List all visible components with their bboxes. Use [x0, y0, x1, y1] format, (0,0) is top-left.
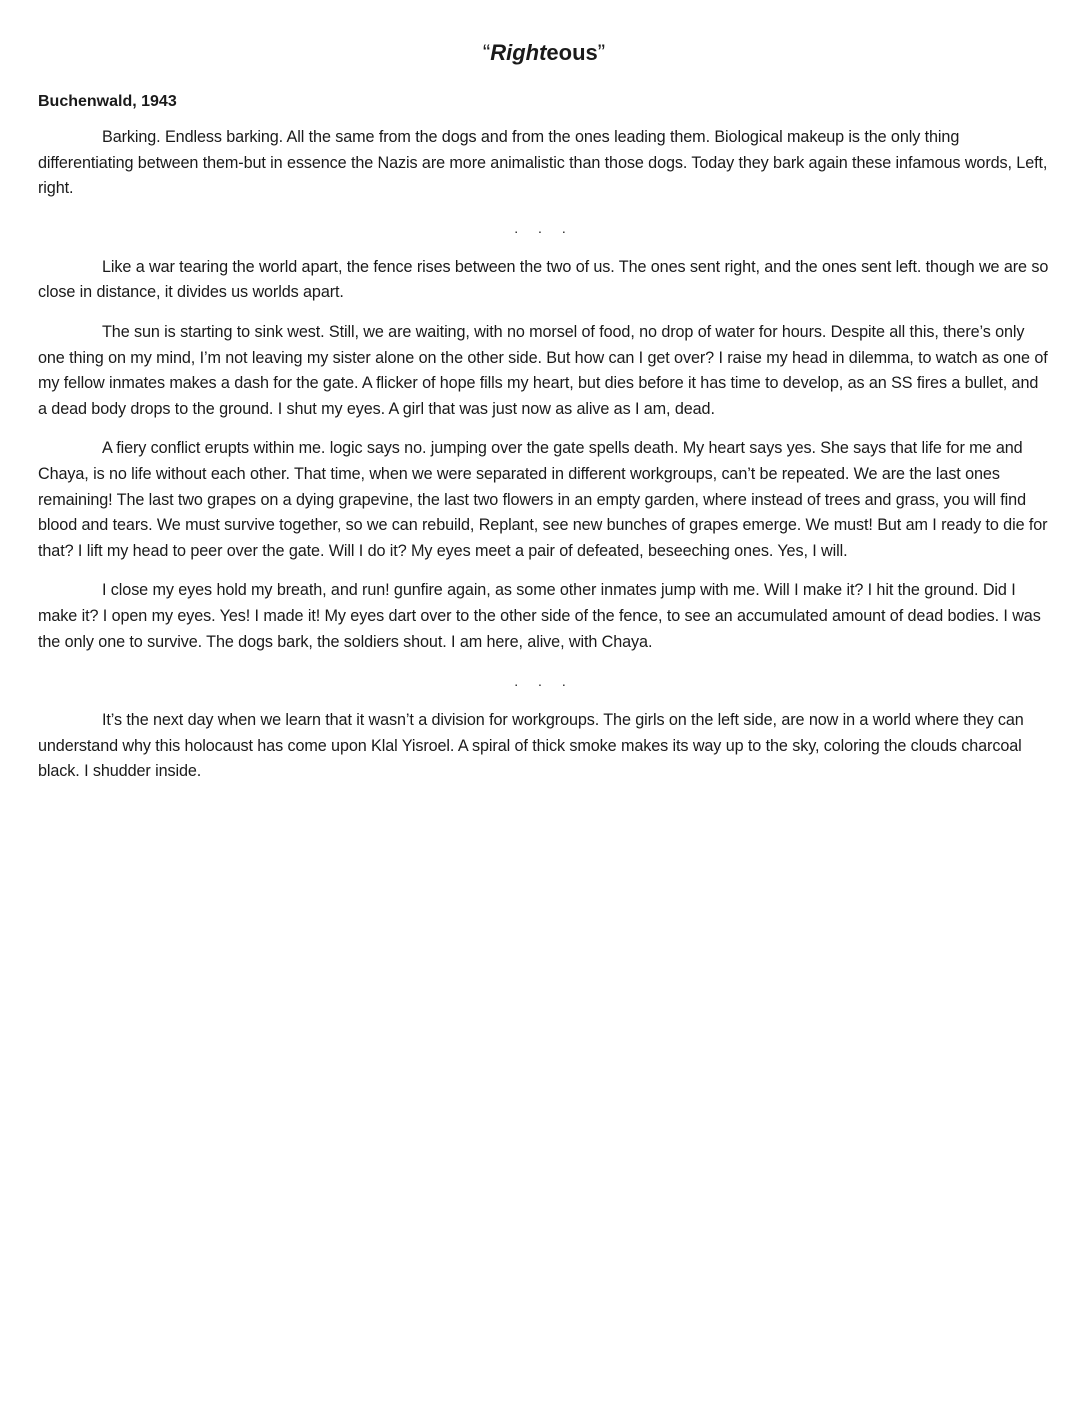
- paragraph-2: Like a war tearing the world apart, the fence rises between the two of us. The ones sent right, and the ones sent left. though we are so close in distance, it divides us worlds apart.: [38, 257, 1049, 302]
- title-open-quote: “: [482, 40, 491, 65]
- document-page: [38, 38, 1050, 785]
- paragraph-1: Barking. Endless barking. All the same from the dogs and from the ones leading them. Biological makeup is the only thing differentiating between them-but in essence the Nazis are more animalistic than those dogs. Today they bark again these infamous words, Left, right.: [38, 128, 1048, 198]
- title-emphasis: Right: [490, 40, 547, 65]
- paragraph-5: I close my eyes hold my breath, and run! gunfire again, as some other inmates jump with me. Will I make it? I hit the ground. Did I make it? I open my eyes. Yes! I made it! My eyes dart over to the other side of the fence, to see an accumulated amount of dead bodies. I was the only one to survive. The dogs bark, the soldiers shout. I am here, alive, with Chaya.: [38, 581, 1041, 651]
- document-title: [38, 38, 1050, 70]
- section-separator: . . .: [514, 673, 574, 690]
- paragraph-6: It’s the next day when we learn that it wasn’t a division for workgroups. The girls on the left side, are now in a world where they can understand why this holocaust has come upon Klal Yisroel. A spiral of thick smoke makes its way up to the sky, coloring the clouds charcoal black. I shudder inside.: [38, 711, 1024, 781]
- title-close-quote: ”: [597, 40, 606, 65]
- dateline: Buchenwald, 1943: [38, 93, 177, 110]
- title-rest: eous: [546, 40, 598, 65]
- paragraph-3: The sun is starting to sink west. Still, we are waiting, with no morsel of food, no drop of water for hours. Despite all this, there’s only one thing on my mind, I’m not leaving my sister alone on the other side. But how can I get over? I raise my head in dilemma, to watch as one of my fellow inmates makes a dash for the gate. A flicker of hope fills my heart, but dies before it has time to develop, as an SS fires a bullet, and a dead body drops to the ground. I shut my eyes. A girl that was just now as alive as I am, dead.: [38, 322, 1048, 418]
- paragraph-4: A fiery conflict erupts within me. logic says no. jumping over the gate spells death. My heart says yes. She says that life for me and Chaya, is no life without each other. That time, when we were separated in different workgroups, can’t be repeated. We are the last ones remaining! The last two grapes on a dying grapevine, the last two flowers in an empty garden, where instead of trees and grass, you will find blood and tears. We must survive together, so we can rebuild, Replant, see new bunches of grapes emerge. We must! But am I ready to die for that? I lift my head to peer over the gate. Will I do it? My eyes meet a pair of defeated, beseeching ones. Yes, I will.: [38, 439, 1048, 560]
- section-separator: . . .: [514, 219, 574, 236]
